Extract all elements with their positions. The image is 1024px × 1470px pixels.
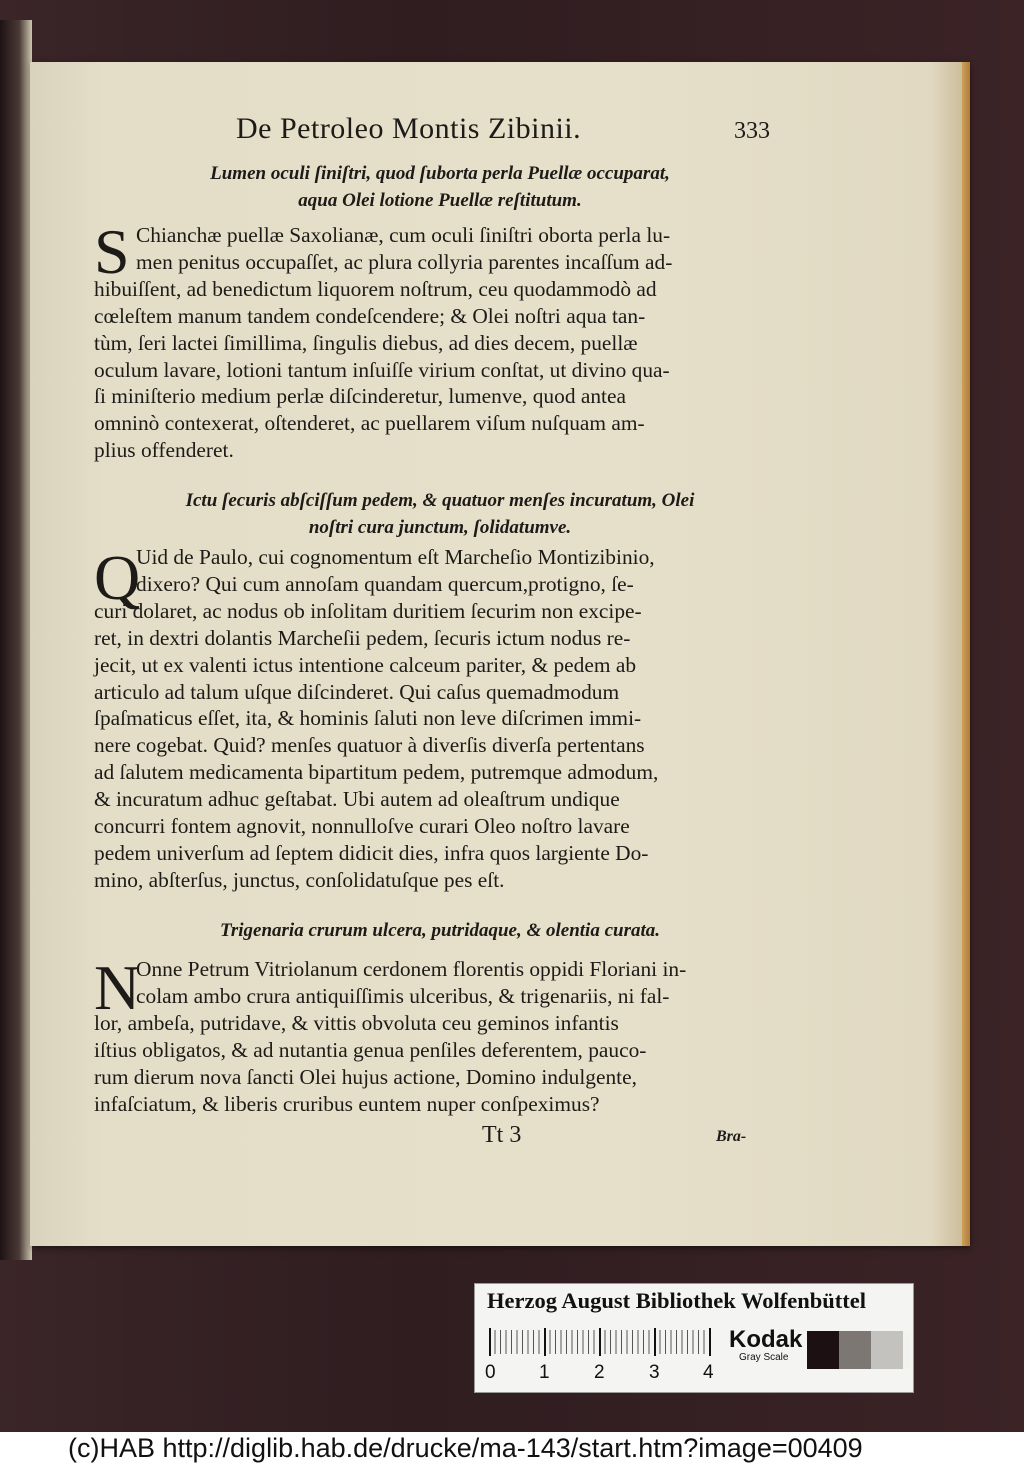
drop-cap: Q	[94, 542, 141, 613]
section-heading-2	[120, 487, 760, 541]
text-line: ſi miniſterio medium perlæ diſcinderetur, lumenve, quod antea	[94, 384, 626, 409]
text-line: oculum lavare, lotioni tantum inſuiſſe virium conſtat, ut divino qua-	[94, 357, 670, 382]
paragraph-1	[94, 216, 764, 464]
drop-cap: N	[94, 952, 141, 1023]
text-line: cœleſtem manum tandem condeſcendere; & Olei noſtri aqua tan-	[94, 303, 646, 328]
text-line: infaſciatum, & liberis cruribus euntem nuper conſpeximus?	[94, 1091, 600, 1116]
ruler-label: 1	[539, 1362, 550, 1383]
heading-line: Ictu ſecuris abſciſſum pedem, & quatuor menſes incuratum, Olei	[185, 490, 695, 511]
ruler-major-ticks	[489, 1328, 713, 1356]
text-line: mino, abſterſus, junctus, conſolidatuſque pes eſt.	[94, 867, 505, 892]
paragraph-2	[94, 544, 764, 894]
text-line: Onne Petrum Vitriolanum cerdonem florentis oppidi Floriani in-	[136, 957, 687, 981]
text-line: iſtius obligatos, & ad nutantia genua penſiles deferentem, pauco-	[94, 1037, 647, 1062]
text-line: articulo ad talum uſque diſcinderet. Qui caſus quemadmodum	[94, 679, 620, 704]
heading-line: Trigenaria crurum ulcera, putridaque, & olentia curata.	[219, 920, 661, 941]
running-head: De Petroleo Montis Zibinii.	[236, 112, 582, 145]
page-number: 333	[734, 118, 770, 144]
gray-swatch	[871, 1331, 903, 1369]
gray-scale-label: Gray Scale	[739, 1352, 789, 1363]
kodak-brand: Kodak	[729, 1326, 803, 1353]
page-edge	[962, 62, 970, 1246]
ruler-label: 2	[594, 1362, 605, 1383]
catchword: Bra-	[716, 1128, 747, 1145]
section-heading-3	[120, 917, 760, 944]
signature-mark: Tt 3	[482, 1122, 522, 1148]
heading-line: noſtri cura junctum, ſolidatumve.	[308, 517, 572, 538]
gray-swatch	[807, 1331, 839, 1369]
text-line: ret, in dextri dolantis Marcheſii pedem, ſecuris ictum nodus re-	[94, 625, 631, 650]
text-line: lor, ambeſa, putridave, & vittis obvoluta ceu geminos infantis	[94, 1010, 619, 1035]
gray-swatch	[839, 1331, 871, 1369]
text-line: men penitus occupaſſet, ac plura collyria parentes incaſſum ad-	[136, 249, 673, 274]
book-binding	[0, 20, 32, 1260]
text-line: plius offenderet.	[94, 438, 234, 463]
text-line: hibuiſſent, ad benedictum liquorem noſtrum, ceu quodammodò ad	[94, 276, 657, 301]
text-line: Chianchæ puellæ Saxolianæ, cum oculi ſiniſtri oborta perla lu-	[136, 223, 671, 247]
text-line: tùm, ſeri lactei ſimillima, ſingulis diebus, ad dies decem, puellæ	[94, 330, 638, 355]
text-line: ſpaſmaticus eſſet, ita, & hominis ſaluti non leve diſcrimen immi-	[94, 706, 642, 731]
footer-credit-link[interactable]: (c)HAB http://diglib.hab.de/drucke/ma-143/start.htm?image=00409	[68, 1433, 863, 1463]
text-line: curi dolaret, ac nodus ob inſolitam duritiem ſecurim non excipe-	[94, 598, 642, 623]
text-line: pedem univerſum ad ſeptem didicit dies, infra quos largiente Do-	[94, 840, 649, 865]
drop-cap: S	[94, 216, 130, 287]
color-calibration-card	[474, 1283, 914, 1393]
heading-line: Lumen oculi ſiniſtri, quod ſuborta perla Puellæ occuparat,	[210, 163, 670, 184]
library-name: Herzog August Bibliothek Wolfenbüttel	[487, 1288, 866, 1313]
paragraph-3	[94, 952, 764, 1117]
text-line: concurri fontem agnovit, nonnulloſve curari Oleo noſtro lavare	[94, 814, 630, 839]
section-heading-1	[120, 160, 760, 214]
gray-swatch	[903, 1331, 911, 1369]
text-line: rum dierum nova ſancti Olei hujus actione, Domino indulgente,	[94, 1064, 637, 1089]
text-line: ad ſalutem medicamenta bipartitum pedem, putremque admodum,	[94, 760, 659, 785]
text-line: colam ambo crura antiquiſſimis ulceribus, & trigenariis, ni fal-	[136, 983, 670, 1008]
ruler-label: 0	[485, 1362, 496, 1383]
text-line: jecit, ut ex valenti ictus intentione calceum pariter, & pedem ab	[94, 652, 637, 677]
text-line: Uid de Paulo, cui cognomentum eſt Marcheſio Montizibinio,	[136, 545, 655, 569]
text-line: dixero? Qui cum annoſam quandam quercum,protigno, ſe-	[136, 571, 634, 596]
ruler-label: 3	[649, 1362, 660, 1383]
heading-line: aqua Olei lotione Puellæ reſtitutum.	[298, 190, 582, 211]
text-line: & incuratum adhuc geſtabat. Ubi autem ad oleaſtrum undique	[94, 787, 620, 812]
text-line: nere cogebat. Quid? menſes quatuor à diverſis diverſa pertentans	[94, 733, 645, 758]
text-line: omninò contexerat, oſtenderet, ac puellarem viſum nuſquam am-	[94, 411, 645, 436]
ruler-label: 4	[703, 1362, 714, 1383]
